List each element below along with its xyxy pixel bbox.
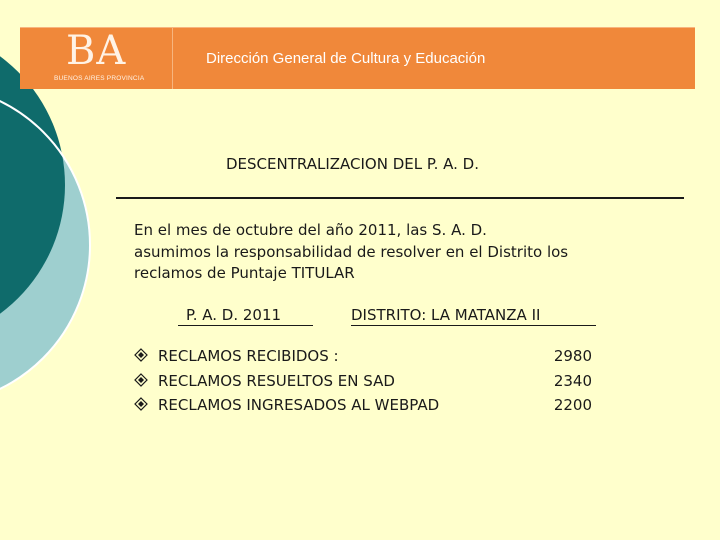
list-item — [134, 396, 604, 421]
stat-value: 2200 — [553, 396, 592, 414]
header-title: Dirección General de Cultura y Educación — [206, 50, 486, 67]
diamond-bullet-icon — [134, 373, 148, 387]
header-divider — [172, 28, 173, 89]
logo — [20, 28, 170, 89]
stat-value: 2980 — [553, 347, 592, 365]
intro-paragraph — [134, 220, 694, 285]
diamond-bullet-icon — [134, 397, 148, 411]
diamond-bullet-icon — [134, 348, 148, 362]
slide-title: DESCENTRALIZACION DEL P. A. D. — [226, 155, 479, 173]
stat-value: 2340 — [553, 371, 592, 390]
column-header-pad-2011: P. A. D. 2011 — [178, 306, 313, 326]
stat-label: RECLAMOS RECIBIDOS : — [158, 347, 339, 365]
column-header-district: DISTRITO: LA MATANZA II — [351, 306, 596, 326]
list-item — [134, 347, 604, 372]
header-banner — [20, 27, 695, 89]
title-rule — [116, 197, 684, 199]
stat-label: RECLAMOS INGRESADOS AL WEBPAD — [158, 396, 440, 414]
paragraph-line: En el mes de octubre del año 2011, las S. A. D. — [134, 221, 487, 239]
paragraph-line: reclamos de Puntaje TITULAR — [134, 264, 355, 282]
list-item — [134, 372, 604, 397]
stat-label: RECLAMOS RESUELTOS EN SAD — [158, 371, 395, 390]
paragraph-line: asumimos la responsabilidad de resolver en el Distrito los — [134, 242, 569, 261]
stats-list — [134, 347, 604, 421]
logo-text: BA — [66, 28, 127, 74]
logo-subtext: BUENOS AIRES PROVINCIA — [54, 75, 145, 82]
